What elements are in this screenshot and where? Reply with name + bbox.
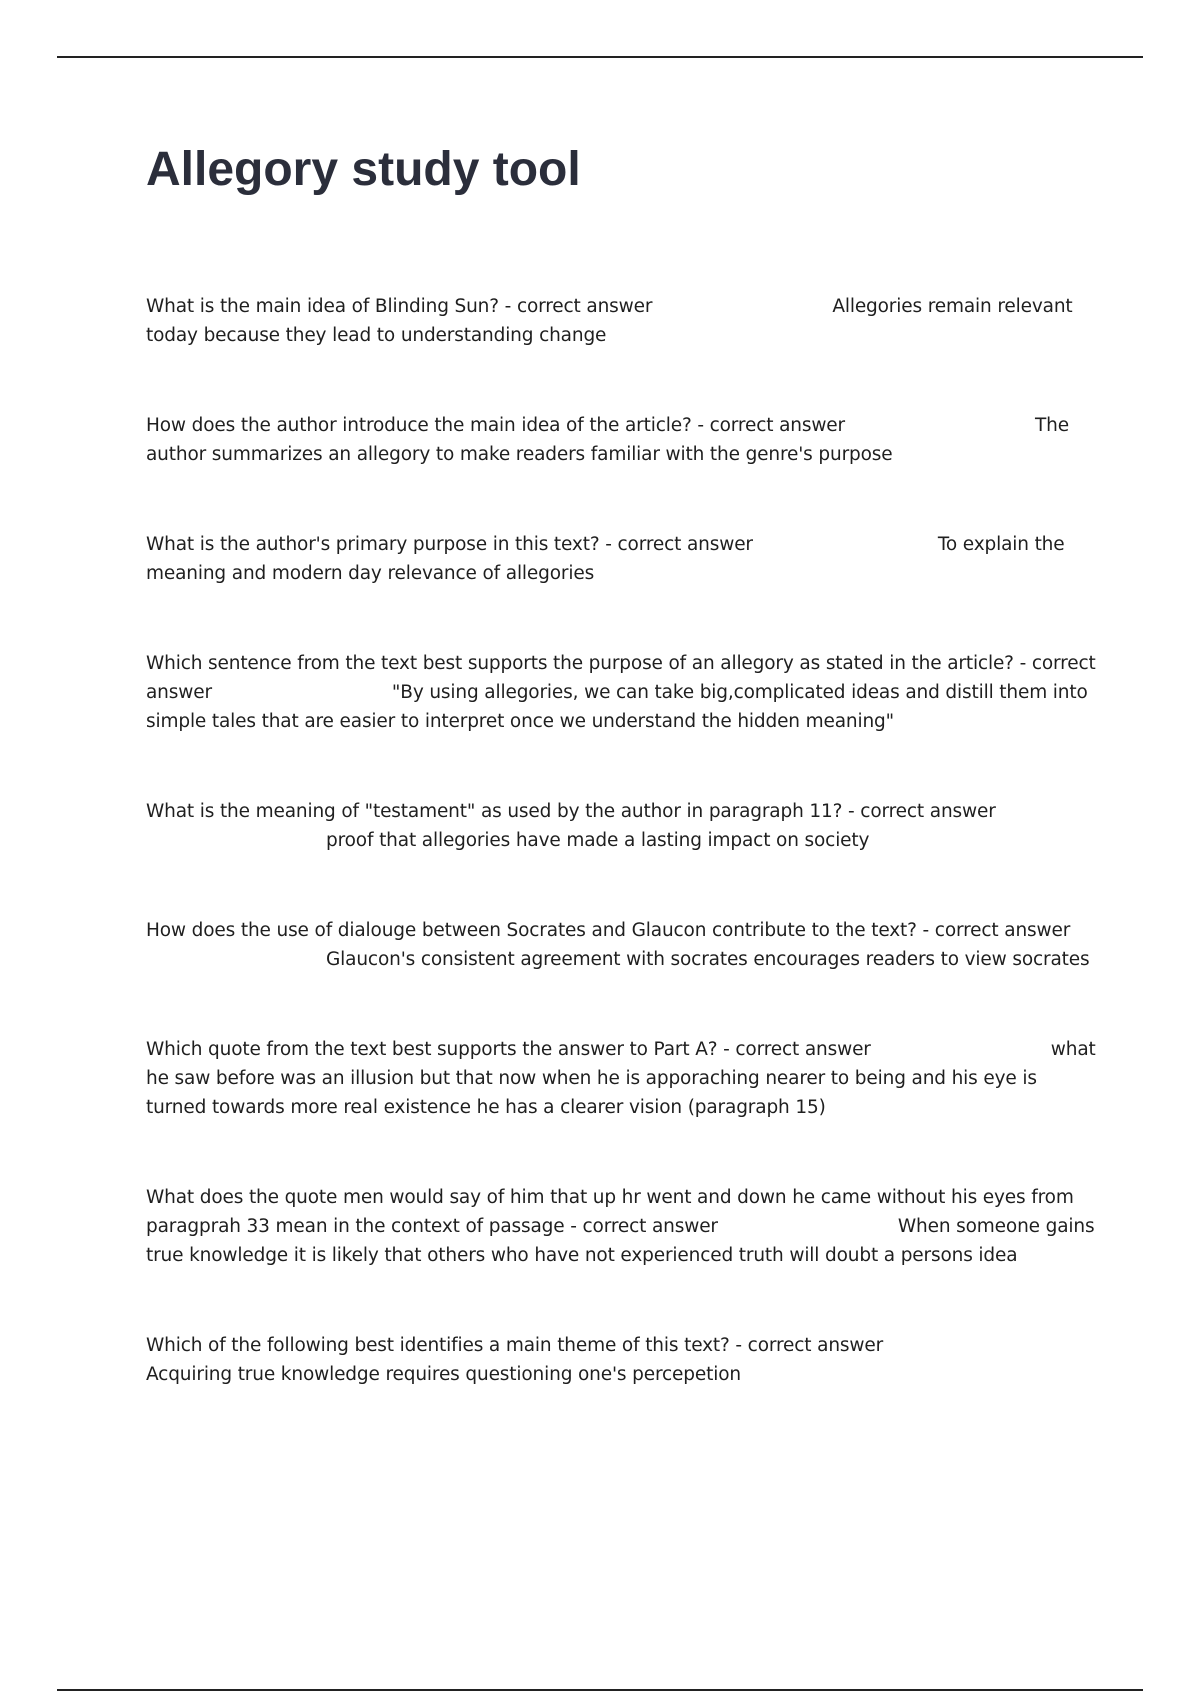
answer-text: When someone gains true knowledge it is likely that others who have not experienced truth will doubt a persons idea	[146, 1216, 1095, 1266]
qa-list	[146, 292, 1096, 1450]
answer-text: what he saw before was an illusion but that now when he is apporaching nearer to being and his eye is turned towards more real existence he has a clearer vision (paragraph 15)	[146, 1039, 1096, 1118]
answer-text: Allegories remain relevant today because they lead to understanding change	[146, 296, 1073, 346]
answer-marker: correct answer	[735, 1039, 871, 1060]
qa-item-4	[146, 649, 1096, 736]
separator: -	[916, 920, 935, 941]
question-text: Which sentence from the text best supports the purpose of an allegory as stated in the article?	[146, 653, 1014, 674]
separator: -	[599, 534, 618, 555]
qa-item-7	[146, 1035, 1096, 1122]
page-title: Allegory study tool	[146, 143, 581, 196]
answer-marker: correct answer	[709, 415, 845, 436]
question-text: How does the use of dialouge between Socrates and Glaucon contribute to the text?	[146, 920, 917, 941]
question-text: What does the quote men would say of him that up hr went and down he came without his eyes from paragprah 33 mean in the context of passage	[146, 1187, 1074, 1237]
answer-marker: correct answer	[747, 1335, 884, 1356]
separator: -	[498, 296, 517, 317]
separator: -	[1013, 653, 1032, 674]
answer-marker: correct answer	[860, 801, 996, 822]
separator: -	[842, 801, 861, 822]
answer-text: proof that allegories have made a lasting impact on society	[326, 830, 870, 851]
qa-item-2	[146, 411, 1096, 469]
answer-marker: correct answer	[146, 653, 1096, 703]
answer-marker: correct answer	[617, 534, 753, 555]
answer-marker: correct answer	[934, 920, 1071, 941]
qa-item-1	[146, 292, 1096, 350]
question-text: Which quote from the text best supports the answer to Part A?	[146, 1039, 718, 1060]
qa-item-6	[146, 916, 1096, 974]
answer-text: To explain the meaning and modern day relevance of allegories	[146, 534, 1065, 584]
qa-item-8	[146, 1183, 1096, 1270]
qa-item-3	[146, 530, 1096, 588]
separator: -	[717, 1039, 736, 1060]
question-text: What is the main idea of Blinding Sun?	[146, 296, 499, 317]
question-text: How does the author introduce the main idea of the article?	[146, 415, 692, 436]
separator: -	[691, 415, 710, 436]
answer-text: Glaucon's consistent agreement with socrates encourages readers to view socrates	[326, 949, 1090, 970]
qa-item-9	[146, 1331, 1096, 1389]
question-text: Which of the following best identifies a main theme of this text?	[146, 1335, 730, 1356]
answer-marker: correct answer	[516, 296, 653, 317]
question-text: What is the meaning of "testament" as used by the author in paragraph 11?	[146, 801, 843, 822]
qa-item-5	[146, 797, 1096, 855]
separator: -	[729, 1335, 748, 1356]
separator: -	[564, 1216, 583, 1237]
answer-text: "By using allegories, we can take big,complicated ideas and distill them into simple tales that are easier to interpret once we understand the hidden meaning"	[146, 682, 1088, 732]
answer-text: Acquiring true knowledge requires questioning one's percepetion	[146, 1364, 741, 1385]
answer-marker: correct answer	[582, 1216, 718, 1237]
header-rule	[57, 56, 1143, 58]
question-text: What is the author's primary purpose in this text?	[146, 534, 600, 555]
footer-rule	[57, 1689, 1143, 1691]
answer-text: The author summarizes an allegory to make readers familiar with the genre's purpose	[146, 415, 1069, 465]
